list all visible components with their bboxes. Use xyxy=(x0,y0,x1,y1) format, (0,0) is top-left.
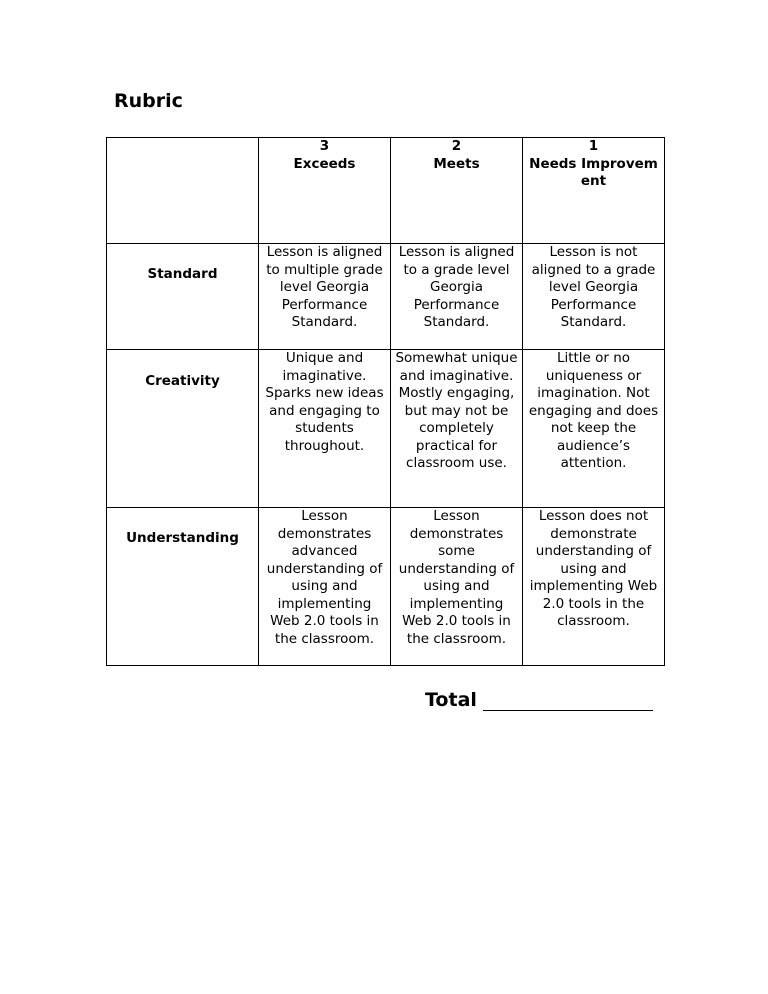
level-number: 2 xyxy=(451,138,462,154)
level-header-1 xyxy=(523,138,665,244)
level-name: Needs Improvement xyxy=(529,155,658,189)
level-name: Exceeds xyxy=(293,155,356,172)
rubric-cell: Lesson demonstrates advanced understanding of using and implementing Web 2.0 tools in the classroom. xyxy=(259,508,391,666)
rubric-table xyxy=(106,137,665,666)
page-title: Rubric xyxy=(114,90,183,112)
criterion-row-standard xyxy=(107,244,665,350)
rubric-cell: Somewhat unique and imaginative. Mostly engaging, but may not be completely practical for classroom use. xyxy=(391,350,523,508)
criterion-row-creativity xyxy=(107,350,665,508)
level-number: 3 xyxy=(319,138,330,154)
level-name: Meets xyxy=(433,155,480,172)
level-number: 1 xyxy=(588,138,599,154)
total-label: Total xyxy=(425,689,477,711)
level-header-2 xyxy=(391,138,523,244)
criterion-row-understanding xyxy=(107,508,665,666)
criterion-label: Understanding xyxy=(107,508,259,666)
rubric-cell: Lesson is aligned to multiple grade level Georgia Performance Standard. xyxy=(259,244,391,350)
corner-cell xyxy=(107,138,259,244)
level-header-3 xyxy=(259,138,391,244)
header-row xyxy=(107,138,665,244)
criterion-label: Creativity xyxy=(107,350,259,508)
rubric-cell: Unique and imaginative. Sparks new ideas and engaging to students throughout. xyxy=(259,350,391,508)
total-blank xyxy=(483,690,653,711)
rubric-cell: Lesson does not demonstrate understanding of using and implementing Web 2.0 tools in the classroom. xyxy=(523,508,665,666)
rubric-cell: Lesson is aligned to a grade level Georgia Performance Standard. xyxy=(391,244,523,350)
total-line xyxy=(425,689,653,711)
rubric-cell: Lesson demonstrates some understanding of using and implementing Web 2.0 tools in the classroom. xyxy=(391,508,523,666)
rubric-cell: Little or no uniqueness or imagination. Not engaging and does not keep the audience’s attention. xyxy=(523,350,665,508)
rubric-cell: Lesson is not aligned to a grade level Georgia Performance Standard. xyxy=(523,244,665,350)
criterion-label: Standard xyxy=(107,244,259,350)
